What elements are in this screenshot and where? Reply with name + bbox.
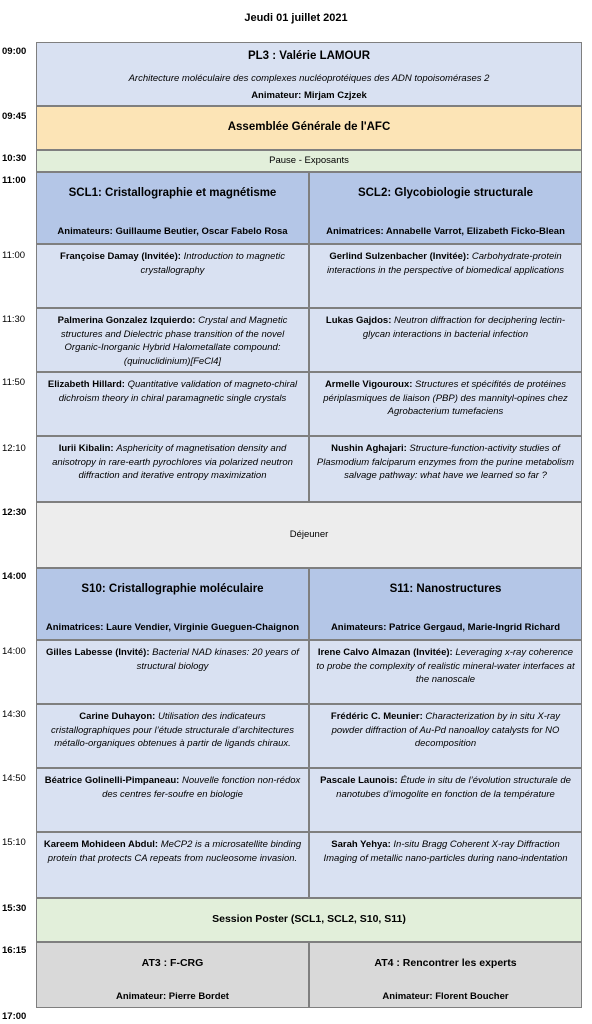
- dejeuner-label: Déjeuner: [289, 529, 329, 540]
- session-heading: S10: Cristallographie moléculaire: [81, 583, 264, 595]
- time-label: 14:00: [2, 646, 26, 657]
- time-label: 14:00: [2, 571, 27, 582]
- talk-speaker: Pascale Launois:: [320, 775, 398, 786]
- talk-title: Utilisation des indicateurs cristallographiques pour l’étude structurale d’architectures métallo-organiques obtenues à partir de ligands chiraux.: [51, 711, 294, 749]
- session-scl1-header: [36, 172, 309, 244]
- session-heading: SCL1: Cristallographie et magnétisme: [68, 187, 277, 199]
- time-label: 14:30: [2, 709, 26, 720]
- plenary-subtitle: Architecture moléculaire des complexes nucléoprotéiques des ADN topoisomérases 2: [128, 73, 490, 84]
- time-label: 14:50: [2, 773, 26, 784]
- session-animateurs: Animateurs: Patrice Gergaud, Marie-Ingrid Richard: [330, 622, 561, 633]
- time-label: 11:00: [2, 250, 26, 261]
- talk-title: Quantitative validation of magneto-chiral dichroism theory in chiral paramagnetic single crystals: [58, 379, 298, 404]
- talk-title: Introduction to magnetic crystallography: [140, 251, 285, 276]
- talk-speaker: Lukas Gajdos:: [325, 315, 392, 326]
- plenary-animateur: Animateur: Mirjam Czjzek: [251, 90, 367, 101]
- time-label: 09:00: [2, 46, 27, 57]
- talk-cell: [309, 372, 582, 436]
- talk-speaker: Irene Calvo Almazan (Invitée):: [317, 647, 453, 658]
- talk-speaker: Carine Duhayon:: [79, 711, 156, 722]
- poster-session: [36, 898, 582, 942]
- talk-speaker: Armelle Vigouroux:: [324, 379, 413, 390]
- atelier-at3: [36, 942, 309, 1008]
- talk-title: Crystal and Magnetic structures and Dielectric phase transition of the novel Organic-Inorganic Hybrid Halometallate compound: (quinuclidinium)[FeCl4]: [60, 315, 288, 367]
- talk-cell: [36, 436, 309, 502]
- talk-speaker: Gilles Labesse (Invité):: [46, 647, 150, 658]
- talk-title: Structure-function-activity studies of Plasmodium falciparum enzymes from the purine metabolism salvage pathway: what have we learned so far ?: [316, 443, 575, 481]
- session-animateurs: Animatrices: Laure Vendier, Virginie Gueguen-Chaignon: [45, 622, 300, 633]
- atelier-heading: AT4 : Rencontrer les experts: [374, 957, 517, 969]
- atelier-animateur: Animateur: Pierre Bordet: [116, 991, 229, 1002]
- session-scl2-header: [309, 172, 582, 244]
- talk-speaker: Françoise Damay (Invitée):: [60, 251, 181, 262]
- talk-speaker: Béatrice Golinelli-Pimpaneau:: [44, 775, 180, 786]
- session-animateurs: Animatrices: Annabelle Varrot, Elizabeth Ficko-Blean: [326, 226, 565, 237]
- talk-speaker: Palmerina Gonzalez Izquierdo:: [57, 315, 196, 326]
- talk-cell: [309, 704, 582, 768]
- talk-speaker: Frédéric C. Meunier:: [330, 711, 423, 722]
- talk-cell: [309, 832, 582, 898]
- talk-title: Structures et spécifités de protéines périplasmiques de liaison (PBP) des mannityl-opines chez Agrobacterium tumefaciens: [323, 379, 568, 417]
- talk-title: Characterization by in situ X-ray powder diffraction of Au-Pd nanoalloy catalysts for NO decomposition: [331, 711, 561, 749]
- talk-cell: [309, 640, 582, 704]
- talk-cell: [36, 372, 309, 436]
- talk-title: Leveraging x-ray coherence to probe the complexity of realistic mineral-water interfaces at the nanoscale: [316, 647, 575, 685]
- talk-title: Asphericity of magnetisation density and anisotropy in rare-earth pyrochlores via polarized neutron diffraction and iterative entropy maximization: [52, 443, 293, 481]
- time-label: 12:30: [2, 507, 27, 518]
- talk-speaker: Iurii Kibalin:: [58, 443, 114, 454]
- pause-row: [36, 150, 582, 172]
- time-label: 12:10: [2, 443, 26, 454]
- talk-cell: [309, 308, 582, 372]
- time-label: 09:45: [2, 111, 27, 122]
- plenary-heading: PL3 : Valérie LAMOUR: [247, 50, 371, 62]
- session-animateurs: Animateurs: Guillaume Beutier, Oscar Fabelo Rosa: [57, 226, 288, 237]
- poster-label: Session Poster (SCL1, SCL2, S10, S11): [212, 913, 406, 925]
- dejeuner-row: [36, 502, 582, 568]
- talk-cell: [36, 640, 309, 704]
- talk-title: Étude in situ de l’évolution structurale de nanotubes d’imogolite en fonction de la température: [336, 775, 571, 800]
- time-label: 11:00: [2, 175, 26, 186]
- talk-cell: [36, 832, 309, 898]
- page-title: Jeudi 01 juillet 2021: [244, 12, 348, 24]
- session-s10-header: [36, 568, 309, 640]
- talk-title: Nouvelle fonction non-rédox des centres fer-soufre en biologie: [102, 775, 301, 800]
- talk-cell: [36, 704, 309, 768]
- time-label: 17:00: [2, 1011, 27, 1022]
- assemblee-generale: [36, 106, 582, 150]
- time-label: 15:10: [2, 837, 26, 848]
- pause-label: Pause - Exposants: [269, 155, 349, 166]
- talk-title: Neutron diffraction for deciphering lectin-glycan interactions in bacterial infection: [362, 315, 566, 340]
- talk-cell: [36, 308, 309, 372]
- time-label: 11:50: [2, 377, 26, 388]
- session-s11-header: [309, 568, 582, 640]
- session-heading: S11: Nanostructures: [389, 583, 502, 595]
- time-label: 16:15: [2, 945, 27, 956]
- talk-cell: [36, 244, 309, 308]
- talk-speaker: Kareem Mohideen Abdul:: [43, 839, 159, 850]
- talk-speaker: Elizabeth Hillard:: [47, 379, 125, 390]
- talk-cell: [309, 244, 582, 308]
- assemblee-label: Assemblée Générale de l'AFC: [227, 121, 391, 133]
- time-label: 10:30: [2, 153, 27, 164]
- talk-speaker: Nushin Aghajari:: [331, 443, 407, 454]
- plenary-pl3: [36, 42, 582, 106]
- talk-speaker: Sarah Yehya:: [331, 839, 391, 850]
- atelier-animateur: Animateur: Florent Boucher: [382, 991, 509, 1002]
- talk-speaker: Gerlind Sulzenbacher (Invitée):: [329, 251, 470, 262]
- time-label: 11:30: [2, 314, 26, 325]
- talk-cell: [36, 768, 309, 832]
- talk-title: In-situ Bragg Coherent X-ray Diffraction Imaging of metallic nano-particles during nano-indentation: [323, 839, 568, 864]
- talk-cell: [309, 436, 582, 502]
- talk-title: MeCP2 is a microsatellite binding protein that protects CA repeats from nucleosome invasion.: [47, 839, 302, 864]
- atelier-at4: [309, 942, 582, 1008]
- atelier-heading: AT3 : F-CRG: [141, 957, 204, 969]
- session-heading: SCL2: Glycobiologie structurale: [357, 187, 534, 199]
- time-label: 15:30: [2, 903, 27, 914]
- talk-cell: [309, 768, 582, 832]
- talk-title: Carbohydrate-protein interactions in the perspective of biomedical applications: [326, 251, 565, 276]
- talk-title: Bacterial NAD kinases: 20 years of structural biology: [136, 647, 299, 672]
